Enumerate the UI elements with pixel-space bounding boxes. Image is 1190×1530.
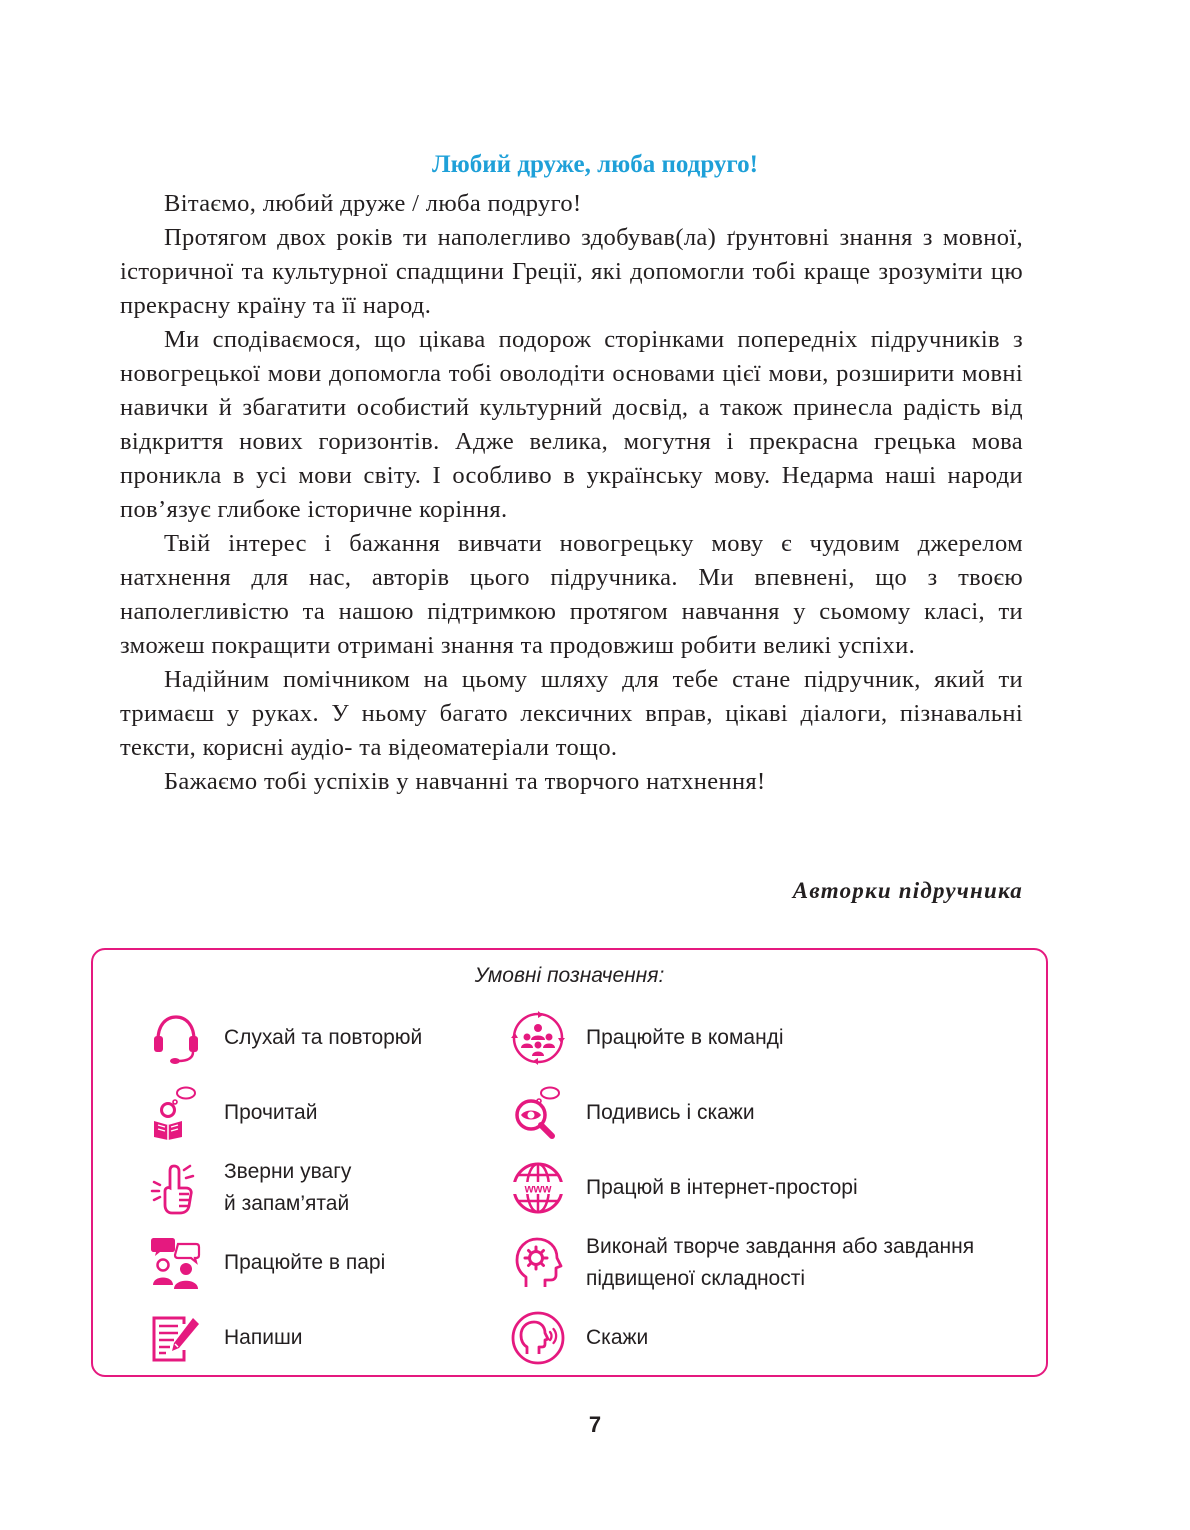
legend-item-look-say — [510, 1083, 755, 1143]
letter-title: Любий друже, люба подруго! — [432, 151, 758, 178]
legend-item-speak — [510, 1308, 648, 1368]
legend-item-write — [148, 1308, 303, 1368]
legend-label-line: Виконай творче завдання або завдання — [586, 1235, 975, 1258]
legend-item-attention — [148, 1158, 351, 1218]
legend-label: Напиши — [224, 1326, 303, 1349]
legend-label-line: підвищеної складності — [586, 1267, 806, 1290]
letter-paragraph: Ми сподіваємося, що цікава подорож сторінками попередніх підручників з новогрецької мови допомогла тобі оволодіти основами цієї мови, розширити мовні навички й збагатити особистий культурний досвід, а також принесла радість від відкриття нових горизонтів. Адже велика, могутня і прекрасна грецька мова проникла в усі мови світу. І особливо в українську мову. Недарма наші народи пов’язує глибоке історичне коріння. — [120, 326, 1023, 523]
pair-work-icon — [148, 1235, 204, 1291]
legend-label — [586, 1231, 974, 1295]
legend-item-read — [148, 1083, 317, 1143]
attention-finger-icon — [148, 1160, 204, 1216]
legend-label: Подивись і скажи — [586, 1101, 755, 1124]
globe-www-icon — [510, 1160, 566, 1216]
creative-head-icon — [510, 1235, 566, 1291]
letter-paragraph: Протягом двох років ти наполегливо здобував(ла) ґрунтовні знання з мовної, історичної та культурної спадщини Греції, які допомогли тобі краще зрозуміти цю прекрасну країну та її народ. — [120, 224, 1023, 319]
look-and-say-icon — [510, 1085, 566, 1141]
legend-label — [224, 1156, 351, 1220]
legend-item-team — [510, 1008, 784, 1068]
team-icon — [510, 1010, 566, 1066]
letter-body — [120, 187, 1023, 799]
legend-item-listen — [148, 1008, 422, 1068]
legend-item-internet — [510, 1158, 858, 1218]
legend-item-pair — [148, 1233, 385, 1293]
page-number: 7 — [588, 1412, 602, 1437]
letter-paragraph: Твій інтерес і бажання вивчати новогрецьку мову є чудовим джерелом натхнення для нас, авторів цього підручника. Ми впевнені, що з твоєю наполегливістю та нашою підтримкою протягом навчання у сьомому класі, ти зможеш покращити отримані знання та продовжиш робити великі успіхи. — [120, 530, 1023, 659]
legend-label: Працюй в інтернет-просторі — [586, 1176, 858, 1199]
headset-icon — [148, 1010, 204, 1066]
legend-label: Слухай та повторюй — [224, 1026, 423, 1049]
letter-paragraph: Бажаємо тобі успіхів у навчанні та творчого натхнення! — [164, 768, 766, 795]
legend-label: Працюйте в команді — [586, 1026, 784, 1049]
letter-paragraph: Надійним помічником на цьому шляху для тебе стане підручник, який ти тримаєш у руках. У ньому багато лексичних вправ, цікаві діалоги, пізнавальні тексти, корисні аудіо- та відеоматеріали тощо. — [120, 666, 1023, 761]
legend-title: Умовні позначення: — [474, 964, 665, 987]
svg-text:www: www — [524, 1183, 552, 1196]
read-book-icon — [148, 1085, 204, 1141]
write-icon — [148, 1310, 204, 1366]
legend-label: Скажи — [586, 1326, 649, 1349]
letter-signature: Авторки підручника — [792, 878, 1023, 903]
legend-label-line: й запам’ятай — [224, 1192, 350, 1215]
legend-label: Прочитай — [224, 1101, 318, 1124]
speak-icon — [510, 1310, 566, 1366]
legend-box — [91, 948, 1048, 1377]
legend-label-line: Зверни увагу — [224, 1160, 352, 1183]
letter-greeting: Вітаємо, любий друже / люба подруго! — [164, 190, 582, 217]
legend-item-creative — [510, 1233, 974, 1293]
legend-label: Працюйте в парі — [224, 1251, 386, 1274]
